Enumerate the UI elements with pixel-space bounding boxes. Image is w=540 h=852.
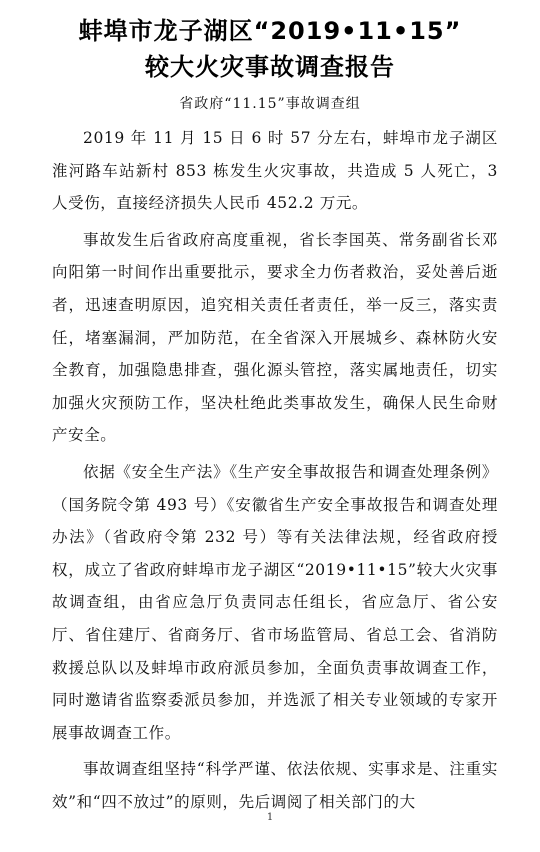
report-title-line-2: 较大火灾事故调查报告 — [145, 53, 395, 81]
paragraph-legal-basis: 依据《安全生产法》《生产安全事故报告和调查处理条例》（国务院令第 493 号）《安徽省生产安全事故报告和调查处理办法》（省政府令第 232 号）等有关法律法规，经省政府授权，成立了省政府蚌埠市龙子湖区“2019•11•15”较大火灾事故调查组，由省应急厅负责同志任组长，省应急厅、省公安厅、省住建厅、省商务厅、省市场监管局、省总工会、省消防救援总队以及蚌埠市政府派员参加，全面负责事故调查工作，同时邀请省监察委派员参加，并选派了相关专业领域的专家开展事故调查工作。 — [52, 462, 498, 742]
paragraph-government-response: 事故发生后省政府高度重视，省长李国英、常务副省长邓向阳第一时间作出重要批示，要求全力伤者救治，妥处善后逝者，迅速查明原因，追究相关责任者责任，举一反三，落实责任，堵塞漏洞，严加防范，在全省深入开展城乡、森林防火安全教育，加强隐患排查，强化源头管控，落实属地责任，切实加强火灾预防工作，坚决杜绝此类事故发生，确保人民生命财产安全。 — [52, 230, 498, 445]
report-author: 省政府“11.15”事故调查组 — [179, 96, 361, 112]
report-title-line-1: 蚌埠市龙子湖区“2019•11•15” — [78, 17, 462, 45]
paragraph-incident-summary: 2019 年 11 月 15 日 6 时 57 分左右，蚌埠市龙子湖区淮河路车站新村 853 栋发生火灾事故，共造成 5 人死亡，3 人受伤，直接经济损失人民币 452.2 万元。 — [52, 129, 498, 213]
paragraph-investigation-principles: 事故调查组坚持“科学严谨、依法依规、实事求是、注重实效”和“四不放过”的原则，先后调阅了相关部门的大 — [52, 760, 498, 811]
page-number: 1 — [266, 812, 274, 823]
report-body — [52, 122, 498, 822]
